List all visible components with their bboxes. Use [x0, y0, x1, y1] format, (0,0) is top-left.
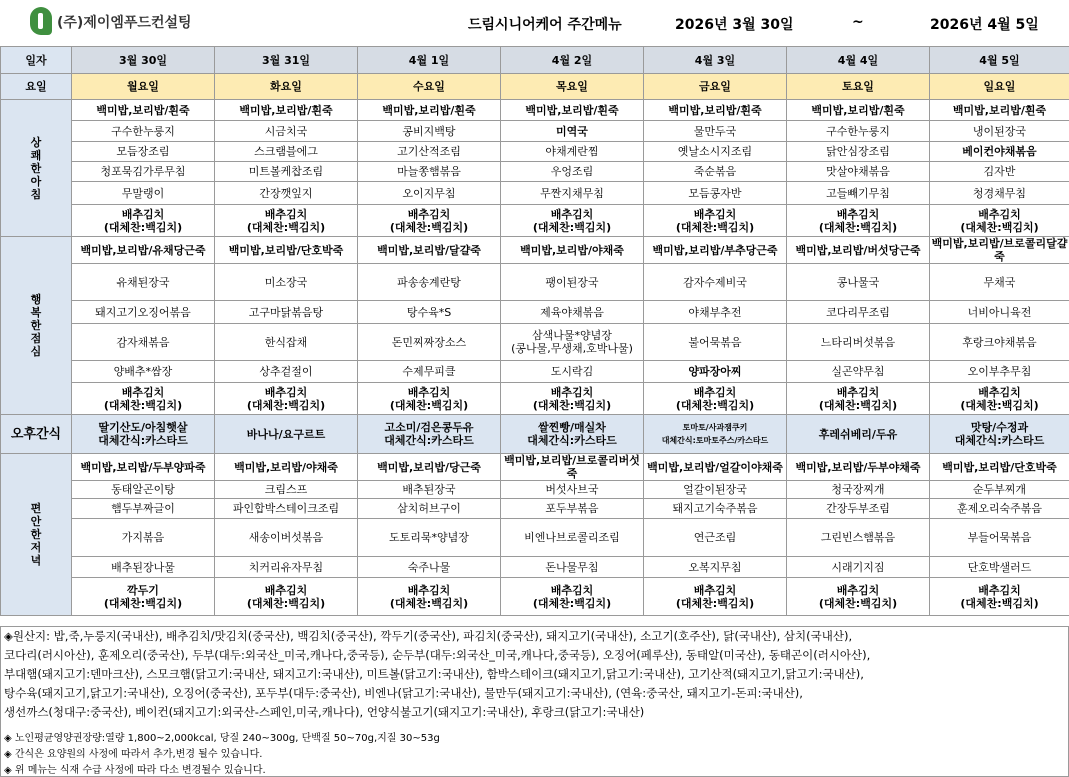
- breakfast-item: 냉이된장국: [930, 121, 1069, 142]
- weekly-menu-table: [0, 46, 1069, 616]
- snack-alternative: 대체간식:카스타드: [527, 434, 617, 447]
- breakfast-label: [1, 100, 72, 237]
- kimchi-main: 배추김치: [978, 385, 1021, 399]
- snack-cell: [215, 415, 358, 454]
- breakfast-item: 옛날소시지조림: [644, 142, 787, 162]
- dinner-item: 연근조림: [644, 519, 787, 557]
- kimchi-alternative: (대체찬:백김치): [389, 220, 469, 234]
- kimchi-cell: [358, 383, 501, 415]
- snack-item: 고소미/검은콩두유: [384, 421, 474, 434]
- breakfast-item: 물만두국: [644, 121, 787, 142]
- dinner-label: [1, 454, 72, 616]
- lunch-item: 한식잡채: [215, 324, 358, 361]
- dinner-item: 오복지무침: [644, 557, 787, 578]
- weekday-cell: 월요일: [72, 74, 215, 100]
- origin-line: ◈원산지: 밥,죽,누룽지(국내산), 배추김치/맛김치(중국산), 백김치(중국산), 깍두기(중국산), 파김치(중국산), 돼지고기(국내산), 소고기(호주산), 닭(국내산), 삼치(국내산),: [4, 629, 853, 643]
- kimchi-cell: [501, 383, 644, 415]
- kimchi-alternative: (대체찬:백김치): [103, 398, 183, 412]
- snack-note: ◈ 간식은 요양원의 사정에 따라서 추가,변경 될수 있습니다.: [4, 749, 263, 760]
- kimchi-cell: [72, 578, 215, 616]
- snack-cell: [930, 415, 1069, 454]
- kimchi-main: 배추김치: [693, 207, 737, 221]
- breakfast-item: 백미밥,보리밥/흰죽: [787, 100, 930, 121]
- dinner-item: 버섯사브국: [501, 481, 644, 499]
- dinner-item: 백미밥,보리밥/얼갈이야채죽: [644, 454, 787, 481]
- kimchi-alternative: (대체찬:백김치): [818, 398, 898, 412]
- kimchi-alternative: (대체찬:백김치): [532, 596, 612, 610]
- kimchi-main: 배추김치: [121, 207, 165, 221]
- lunch-item: 실곤약무침: [787, 361, 930, 383]
- breakfast-item: 미역국: [501, 121, 644, 142]
- kimchi-main: 배추김치: [407, 385, 451, 399]
- snack-cell: [644, 415, 787, 454]
- company-logo-icon: [30, 7, 52, 35]
- kimchi-main: 배추김치: [264, 385, 308, 399]
- kimchi-main: 배추김치: [836, 207, 880, 221]
- snack-cell: [787, 415, 930, 454]
- weekday-cell: 목요일: [501, 74, 644, 100]
- dinner-item: 백미밥,보리밥/두부양파죽: [72, 454, 215, 481]
- breakfast-item: 오이지무침: [358, 182, 501, 205]
- dinner-label-text: 편 안 한 저 녁: [30, 502, 42, 567]
- kimchi-alternative: (대체찬:백김치): [532, 398, 612, 412]
- snack-item: 토마토/사과잼쿠키: [682, 423, 748, 432]
- breakfast-item: 야채계란찜: [501, 142, 644, 162]
- breakfast-item: 무짠지채무침: [501, 182, 644, 205]
- date-cell: 4월 3일: [644, 47, 787, 74]
- breakfast-item: 시금치국: [215, 121, 358, 142]
- weekday-cell: 금요일: [644, 74, 787, 100]
- breakfast-item: 백미밥,보리밥/흰죽: [501, 100, 644, 121]
- dinner-item: 숙주나물: [358, 557, 501, 578]
- breakfast-item: 스크램블에그: [215, 142, 358, 162]
- kimchi-main: 배추김치: [264, 583, 308, 597]
- dinner-item: 치커리유자무침: [215, 557, 358, 578]
- breakfast-item: 죽순볶음: [644, 162, 787, 182]
- lunch-label: [1, 237, 72, 415]
- lunch-item: 너비아니육전: [930, 301, 1069, 324]
- notes-box: [0, 626, 1069, 777]
- dinner-item: 배추된장국: [358, 481, 501, 499]
- kimchi-alternative: (대체찬:백김치): [818, 220, 898, 234]
- lunch-item: 수제무피클: [358, 361, 501, 383]
- kimchi-cell: [215, 578, 358, 616]
- breakfast-item: 구수한누룽지: [72, 121, 215, 142]
- lunch-item: 느타리버섯볶음: [787, 324, 930, 361]
- kimchi-alternative: (대체찬:백김치): [246, 398, 326, 412]
- breakfast-item: 백미밥,보리밥/흰죽: [358, 100, 501, 121]
- dinner-item: 얼갈이된장국: [644, 481, 787, 499]
- kimchi-cell: [930, 383, 1069, 415]
- dinner-item: 백미밥,보리밥/브로콜리버섯죽: [501, 454, 644, 481]
- weekday-cell: 수요일: [358, 74, 501, 100]
- breakfast-item: 무말랭이: [72, 182, 215, 205]
- lunch-item-text: 삼색나물*양념장: [532, 329, 612, 342]
- date-cell: 4월 1일: [358, 47, 501, 74]
- snack-item: 쌀찐빵/매실차: [538, 421, 606, 434]
- lunch-item: 백미밥,보리밥/야채죽: [501, 237, 644, 264]
- page-header: [0, 0, 1069, 46]
- kimchi-main: 깍두기: [127, 583, 159, 597]
- start-date: 2026년 3월 30일: [675, 17, 794, 33]
- kimchi-main: 배추김치: [264, 207, 308, 221]
- lunch-item: 감자채볶음: [72, 324, 215, 361]
- end-date: 2026년 4월 5일: [930, 17, 1039, 33]
- date-cell: 3월 31일: [215, 47, 358, 74]
- kimchi-cell: [72, 383, 215, 415]
- dinner-item: 햄두부짜글이: [72, 499, 215, 519]
- kimchi-main: 배추김치: [407, 207, 451, 221]
- lunch-item: 돼지고기오징어볶음: [72, 301, 215, 324]
- kimchi-main: 배추김치: [836, 583, 880, 597]
- lunch-item: 제육야채볶음: [501, 301, 644, 324]
- menu-change-note: ◈ 위 메뉴는 식재 수급 사정에 따라 다소 변경될수 있습니다.: [4, 765, 266, 776]
- breakfast-item: 청포묵김가루무침: [72, 162, 215, 182]
- date-cell: 4월 2일: [501, 47, 644, 74]
- lunch-item: 백미밥,보리밥/단호박죽: [215, 237, 358, 264]
- kimchi-cell: [215, 205, 358, 237]
- kimchi-cell: [501, 205, 644, 237]
- kimchi-alternative: (대체찬:백김치): [818, 596, 898, 610]
- breakfast-item: 고들빼기무침: [787, 182, 930, 205]
- kimchi-alternative: (대체찬:백김치): [389, 398, 469, 412]
- dinner-item: 배추된장나물: [72, 557, 215, 578]
- lunch-item-sub: (콩나물,무생채,호박나물): [511, 342, 633, 355]
- lunch-item: [501, 324, 644, 361]
- kimchi-main: 배추김치: [550, 583, 594, 597]
- lunch-item: 탕수육*S: [358, 301, 501, 324]
- kimchi-main: 배추김치: [978, 583, 1021, 597]
- dinner-item: 단호박샐러드: [930, 557, 1069, 578]
- origin-line: 부대햄(돼지고기:덴마크산), 스모크햄(닭고기:국내산, 돼지고기:국내산), 미트볼(닭고기:국내산), 함박스테이크(돼지고기,닭고기:국내산), 고기산적(돼지고기,닭고기:국내산),: [4, 667, 864, 681]
- kimchi-cell: [930, 578, 1069, 616]
- weekday-cell: 일요일: [930, 74, 1069, 100]
- weekday-label: 요일: [1, 74, 72, 100]
- company-name: (주)제이엠푸드컨설팅: [57, 15, 192, 31]
- lunch-item: 백미밥,보리밥/유채당근죽: [72, 237, 215, 264]
- breakfast-item: 고기산적조림: [358, 142, 501, 162]
- dinner-item: 돈나물무침: [501, 557, 644, 578]
- kimchi-alternative: (대체찬:백김치): [532, 220, 612, 234]
- dinner-item: 부들어묵볶음: [930, 519, 1069, 557]
- dinner-item: 시래기지짐: [787, 557, 930, 578]
- breakfast-item: 마늘쫑햄볶음: [358, 162, 501, 182]
- snack-label: 오후간식: [1, 415, 72, 454]
- kimchi-alternative: (대체찬:백김치): [675, 398, 755, 412]
- dinner-item: 도토리묵*양념장: [358, 519, 501, 557]
- lunch-item: 백미밥,보리밥/달걀죽: [358, 237, 501, 264]
- lunch-item: 오이부추무침: [930, 361, 1069, 383]
- dinner-item: 가지볶음: [72, 519, 215, 557]
- breakfast-item: 맛살야채볶음: [787, 162, 930, 182]
- kimchi-main: 배추김치: [693, 385, 737, 399]
- kimchi-main: 배추김치: [407, 583, 451, 597]
- kimchi-cell: [644, 205, 787, 237]
- breakfast-item: 백미밥,보리밥/흰죽: [930, 100, 1069, 121]
- kimchi-alternative: (대체찬:백김치): [960, 596, 1039, 610]
- kimchi-cell: [930, 205, 1069, 237]
- kimchi-cell: [787, 578, 930, 616]
- origin-line: 생선까스(청대구:중국산), 베이컨(돼지고기:외국산-스페인,미국,캐나다), 언양식불고기(돼지고기:국내산), 후랑크(닭고기:국내산): [4, 705, 645, 719]
- date-cell: 3월 30일: [72, 47, 215, 74]
- lunch-item: 후랑크야채볶음: [930, 324, 1069, 361]
- snack-cell: [501, 415, 644, 454]
- breakfast-item: 우엉조림: [501, 162, 644, 182]
- snack-alternative: 대체간식:카스타드: [384, 434, 474, 447]
- kimchi-main: 배추김치: [121, 385, 165, 399]
- kimchi-main: 배추김치: [693, 583, 737, 597]
- kimchi-cell: [215, 383, 358, 415]
- lunch-item: 불어묵볶음: [644, 324, 787, 361]
- kimchi-cell: [644, 578, 787, 616]
- lunch-item: 코다리무조림: [787, 301, 930, 324]
- lunch-item: 상추겉절이: [215, 361, 358, 383]
- breakfast-item: 청경채무침: [930, 182, 1069, 205]
- lunch-item: 도시락김: [501, 361, 644, 383]
- date-separator: ~: [852, 14, 864, 30]
- dinner-item: 동태알곤이탕: [72, 481, 215, 499]
- breakfast-item: 구수한누룽지: [787, 121, 930, 142]
- snack-item: 후레쉬베리/두유: [818, 427, 898, 441]
- lunch-item: 백미밥,보리밥/부추당근죽: [644, 237, 787, 264]
- dinner-item: 순두부찌개: [930, 481, 1069, 499]
- date-label: 일자: [1, 47, 72, 74]
- kimchi-alternative: (대체찬:백김치): [675, 596, 755, 610]
- kimchi-alternative: (대체찬:백김치): [389, 596, 469, 610]
- dinner-item: 백미밥,보리밥/당근죽: [358, 454, 501, 481]
- kimchi-main: 배추김치: [550, 207, 594, 221]
- lunch-item: 감자수제비국: [644, 264, 787, 301]
- breakfast-item: 모듬콩자반: [644, 182, 787, 205]
- kimchi-main: 배추김치: [836, 385, 880, 399]
- nutrition-note: ◈ 노인평균영양권장량:열량 1,800~2,000kcal, 당질 240~300g, 단백질 50~70g,지질 30~53g: [4, 733, 440, 744]
- snack-cell: [358, 415, 501, 454]
- dinner-item: 크림스프: [215, 481, 358, 499]
- lunch-item: 양배추*쌈장: [72, 361, 215, 383]
- breakfast-item: 베이컨야채볶음: [930, 142, 1069, 162]
- lunch-item: 콩나물국: [787, 264, 930, 301]
- lunch-item: 돈민찌짜장소스: [358, 324, 501, 361]
- lunch-label-text: 행 복 한 점 심: [30, 293, 42, 358]
- dinner-item: 포두부볶음: [501, 499, 644, 519]
- kimchi-alternative: (대체찬:백김치): [246, 220, 326, 234]
- snack-item: 맛탕/수정과: [970, 421, 1029, 434]
- breakfast-label-text: 상 쾌 한 아 침: [30, 135, 42, 201]
- lunch-item: 백미밥,보리밥/브로콜리달걀죽: [930, 237, 1069, 264]
- breakfast-item: 백미밥,보리밥/흰죽: [72, 100, 215, 121]
- snack-alternative: 대체간식:카스타드: [98, 434, 188, 447]
- kimchi-alternative: (대체찬:백김치): [960, 398, 1039, 412]
- dinner-item: 새송이버섯볶음: [215, 519, 358, 557]
- lunch-item: 백미밥,보리밥/버섯당근죽: [787, 237, 930, 264]
- origin-line: 탕수육(돼지고기,닭고기:국내산), 오징어(중국산), 포두부(대두:중국산), 비엔나(닭고기:국내산), 물만두(돼지고기:국내산), (연육:중국산, 돼지고기-돈피:국내산),: [4, 686, 803, 700]
- lunch-item: 팽이된장국: [501, 264, 644, 301]
- kimchi-cell: [72, 205, 215, 237]
- breakfast-item: 백미밥,보리밥/흰죽: [215, 100, 358, 121]
- lunch-item: 유채된장국: [72, 264, 215, 301]
- breakfast-item: 간장깻잎지: [215, 182, 358, 205]
- breakfast-item: 김자반: [930, 162, 1069, 182]
- menu-title: 드림시니어케어 주간메뉴: [468, 17, 622, 33]
- breakfast-item: 백미밥,보리밥/흰죽: [644, 100, 787, 121]
- weekday-cell: 토요일: [787, 74, 930, 100]
- lunch-item: 양파장아찌: [644, 361, 787, 383]
- dinner-item: 청국장찌개: [787, 481, 930, 499]
- breakfast-item: 닭안심장조림: [787, 142, 930, 162]
- lunch-item: 무채국: [930, 264, 1069, 301]
- origin-line: 코다리(러시아산), 훈제오리(중국산), 두부(대두:외국산_미국,캐나다,중국등), 순두부(대두:외국산_미국,캐나다,중국등), 오징어(페루산), 동태알(미국산), 동태곤이(러시아산),: [4, 648, 871, 662]
- lunch-item: 미소장국: [215, 264, 358, 301]
- kimchi-alternative: (대체찬:백김치): [960, 220, 1039, 234]
- breakfast-item: 미트볼케찹조림: [215, 162, 358, 182]
- kimchi-alternative: (대체찬:백김치): [675, 220, 755, 234]
- lunch-item: 야채부추전: [644, 301, 787, 324]
- date-cell: 4월 4일: [787, 47, 930, 74]
- dinner-item: 그린빈스햄볶음: [787, 519, 930, 557]
- kimchi-cell: [644, 383, 787, 415]
- dinner-item: 백미밥,보리밥/두부야채죽: [787, 454, 930, 481]
- dinner-item: 돼지고기숙주볶음: [644, 499, 787, 519]
- dinner-item: 삼치허브구이: [358, 499, 501, 519]
- snack-alternative: 대체간식:토마토주스/카스타드: [661, 436, 769, 445]
- kimchi-cell: [787, 205, 930, 237]
- breakfast-item: 모듬장조림: [72, 142, 215, 162]
- snack-alternative: 대체간식:카스타드: [954, 434, 1045, 447]
- kimchi-cell: [358, 578, 501, 616]
- weekday-cell: 화요일: [215, 74, 358, 100]
- date-cell: 4월 5일: [930, 47, 1069, 74]
- dinner-item: 훈제오리숙주볶음: [930, 499, 1069, 519]
- kimchi-cell: [501, 578, 644, 616]
- lunch-item: 고구마닭볶음탕: [215, 301, 358, 324]
- kimchi-alternative: (대체찬:백김치): [246, 596, 326, 610]
- dinner-item: 간장두부조림: [787, 499, 930, 519]
- kimchi-alternative: (대체찬:백김치): [103, 220, 183, 234]
- kimchi-alternative: (대체찬:백김치): [103, 596, 183, 610]
- lunch-item: 파송송계란탕: [358, 264, 501, 301]
- snack-cell: [72, 415, 215, 454]
- dinner-item: 파인합박스테이크조림: [215, 499, 358, 519]
- dinner-item: 백미밥,보리밥/단호박죽: [930, 454, 1069, 481]
- snack-item: 딸기산도/아침햇살: [98, 421, 188, 434]
- breakfast-item: 콩비지백탕: [358, 121, 501, 142]
- snack-item: 바나나/요구르트: [246, 427, 326, 441]
- kimchi-cell: [787, 383, 930, 415]
- kimchi-main: 배추김치: [978, 207, 1021, 221]
- kimchi-main: 배추김치: [550, 385, 594, 399]
- kimchi-cell: [358, 205, 501, 237]
- dinner-item: 비엔나브로콜리조림: [501, 519, 644, 557]
- dinner-item: 백미밥,보리밥/야채죽: [215, 454, 358, 481]
